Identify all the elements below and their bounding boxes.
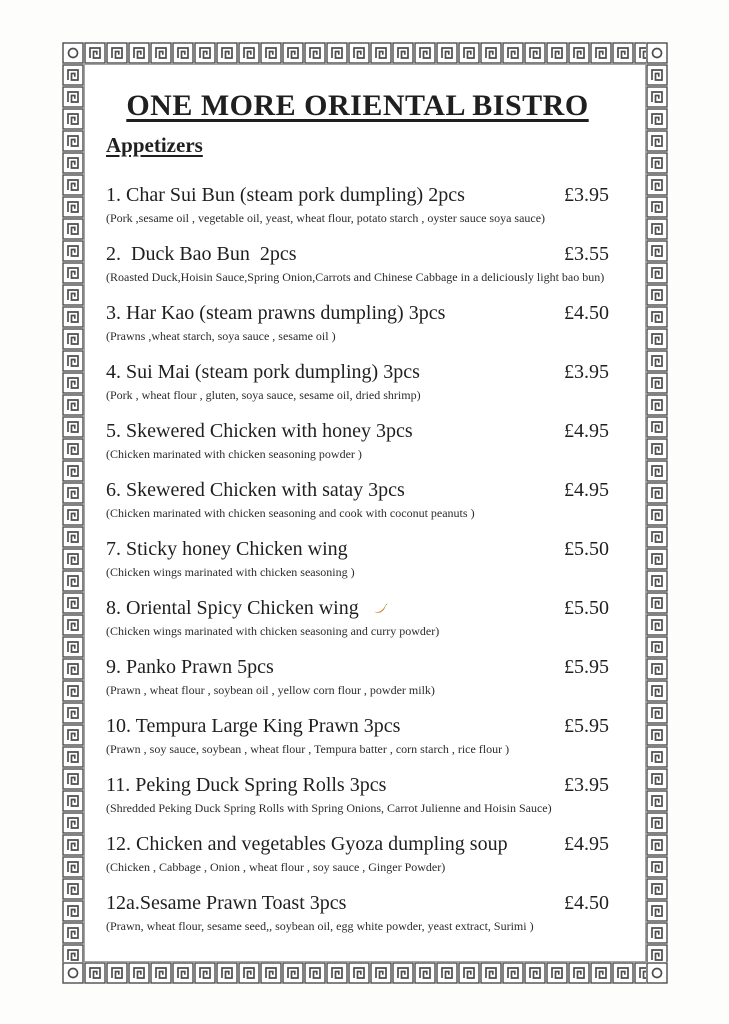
item-price: £3.95 [564, 184, 609, 206]
greek-key-tile-icon [646, 240, 668, 262]
greek-key-tile-icon [62, 284, 84, 306]
greek-key-tile-icon [172, 42, 194, 64]
greek-key-tile-icon [62, 350, 84, 372]
greek-key-tile-icon [646, 174, 668, 196]
item-ingredients: (Pork , wheat flour , gluten, soya sauce, sesame oil, dried shrimp) [106, 388, 421, 402]
greek-key-tile-icon [62, 680, 84, 702]
item-name: 3. Har Kao (steam prawns dumpling) 3pcs [106, 302, 446, 324]
greek-key-tile-icon [646, 482, 668, 504]
greek-key-tile-icon [646, 526, 668, 548]
border-strip-bottom [84, 962, 646, 984]
menu-item-row [106, 595, 609, 621]
greek-key-tile-icon [646, 878, 668, 900]
greek-key-tile-icon [106, 962, 128, 984]
greek-key-tile-icon [458, 962, 480, 984]
greek-key-tile-icon [502, 42, 524, 64]
item-name: 6. Skewered Chicken with satay 3pcs [106, 479, 405, 501]
greek-key-tile-icon [62, 108, 84, 130]
greek-key-tile-icon [524, 42, 546, 64]
greek-key-tile-icon [128, 42, 150, 64]
greek-key-tile-icon [646, 702, 668, 724]
item-name: 7. Sticky honey Chicken wing [106, 538, 348, 560]
greek-key-tile-icon [62, 240, 84, 262]
greek-key-tile-icon [84, 962, 106, 984]
greek-key-tile-icon [62, 636, 84, 658]
greek-key-tile-icon [62, 548, 84, 570]
item-name: 10. Tempura Large King Prawn 3pcs [106, 715, 401, 737]
greek-key-tile-icon [436, 42, 458, 64]
greek-key-tile-icon [646, 614, 668, 636]
greek-key-tile-icon [62, 328, 84, 350]
greek-key-tile-icon [646, 504, 668, 526]
greek-key-tile-icon [150, 42, 172, 64]
greek-key-tile-icon [304, 962, 326, 984]
greek-key-tile-icon [62, 878, 84, 900]
greek-key-tile-icon [172, 962, 194, 984]
item-ingredients: (Chicken , Cabbage , Onion , wheat flour , soy sauce , Ginger Powder) [106, 860, 446, 874]
restaurant-title: ONE MORE ORIENTAL BISTRO [126, 89, 589, 122]
greek-key-tile-icon [62, 614, 84, 636]
menu-item [106, 359, 609, 403]
greek-key-tile-icon [62, 856, 84, 878]
greek-key-corner-icon [646, 962, 668, 984]
menu-item [106, 536, 609, 580]
greek-key-tile-icon [62, 86, 84, 108]
greek-key-tile-icon [646, 592, 668, 614]
menu-content [84, 64, 646, 962]
greek-key-tile-icon [646, 834, 668, 856]
greek-key-tile-icon [62, 482, 84, 504]
greek-key-tile-icon [646, 86, 668, 108]
greek-key-corner-icon [62, 42, 84, 64]
item-price: £4.95 [564, 833, 609, 855]
greek-key-tile-icon [646, 152, 668, 174]
greek-key-tile-icon [646, 306, 668, 328]
greek-key-tile-icon [646, 372, 668, 394]
item-name: 12. Chicken and vegetables Gyoza dumpling soup [106, 833, 508, 855]
menu-item-row [106, 654, 609, 680]
menu-item [106, 595, 609, 639]
greek-key-tile-icon [646, 284, 668, 306]
greek-key-tile-icon [568, 42, 590, 64]
greek-key-tile-icon [646, 636, 668, 658]
greek-key-tile-icon [546, 42, 568, 64]
item-ingredients: (Shredded Peking Duck Spring Rolls with Spring Onions, Carrot Julienne and Hoisin Sauce) [106, 801, 552, 815]
border-strip-left [62, 64, 84, 962]
item-ingredients: (Pork ,sesame oil , vegetable oil, yeast, wheat flour, potato starch , oyster sauce soya sauce) [106, 211, 546, 225]
item-ingredients: (Chicken marinated with chicken seasoning powder ) [106, 447, 362, 461]
item-ingredients: (Prawns ,wheat starch, soya sauce , sesame oil ) [106, 329, 336, 343]
greek-key-corner-icon [646, 42, 668, 64]
item-name: 12a.Sesame Prawn Toast 3pcs [106, 892, 347, 914]
item-price: £5.95 [564, 715, 609, 737]
border-strip-top [84, 42, 646, 64]
greek-key-tile-icon [646, 680, 668, 702]
greek-key-tile-icon [436, 962, 458, 984]
greek-key-tile-icon [62, 218, 84, 240]
greek-key-tile-icon [62, 372, 84, 394]
menu-item [106, 831, 609, 875]
greek-key-tile-icon [62, 152, 84, 174]
item-ingredients: (Chicken wings marinated with chicken seasoning ) [106, 565, 355, 579]
greek-key-tile-icon [646, 856, 668, 878]
item-name: 5. Skewered Chicken with honey 3pcs [106, 420, 413, 442]
greek-key-tile-icon [106, 42, 128, 64]
item-name: 4. Sui Mai (steam pork dumpling) 3pcs [106, 361, 420, 383]
menu-item [106, 713, 609, 757]
greek-key-tile-icon [646, 900, 668, 922]
greek-key-tile-icon [62, 526, 84, 548]
greek-key-tile-icon [62, 658, 84, 680]
greek-key-tile-icon [84, 42, 106, 64]
greek-key-tile-icon [62, 306, 84, 328]
greek-key-tile-icon [480, 962, 502, 984]
greek-key-tile-icon [62, 570, 84, 592]
greek-key-tile-icon [238, 962, 260, 984]
greek-key-tile-icon [646, 108, 668, 130]
menu-item [106, 300, 609, 344]
item-price: £4.50 [564, 302, 609, 324]
greek-key-tile-icon [392, 962, 414, 984]
menu-item-row [106, 772, 609, 798]
greek-key-tile-icon [150, 962, 172, 984]
menu-item-row [106, 536, 609, 562]
greek-key-tile-icon [646, 812, 668, 834]
greek-key-border-frame [62, 42, 668, 984]
menu-item [106, 241, 609, 285]
greek-key-tile-icon [480, 42, 502, 64]
greek-key-tile-icon [414, 962, 436, 984]
greek-key-tile-icon [646, 548, 668, 570]
greek-key-tile-icon [62, 922, 84, 944]
border-strip-right [646, 64, 668, 962]
greek-key-tile-icon [62, 702, 84, 724]
greek-key-tile-icon [646, 570, 668, 592]
greek-key-tile-icon [62, 724, 84, 746]
greek-key-tile-icon [646, 394, 668, 416]
menu-items [106, 182, 609, 934]
greek-key-tile-icon [62, 196, 84, 218]
greek-key-tile-icon [568, 962, 590, 984]
menu-item-row [106, 241, 609, 267]
greek-key-tile-icon [646, 438, 668, 460]
greek-key-tile-icon [62, 130, 84, 152]
item-name: 2. Duck Bao Bun 2pcs [106, 243, 297, 265]
greek-key-corner-icon [62, 42, 84, 64]
greek-key-tile-icon [646, 262, 668, 284]
greek-key-corner-icon [646, 962, 668, 984]
greek-key-tile-icon [62, 174, 84, 196]
menu-item-row [106, 300, 609, 326]
greek-key-tile-icon [646, 658, 668, 680]
menu-item [106, 477, 609, 521]
greek-key-tile-icon [646, 130, 668, 152]
item-price: £5.95 [564, 656, 609, 678]
item-ingredients: (Prawn , soy sauce, soybean , wheat flour , Tempura batter , corn starch , rice flour ) [106, 742, 510, 756]
menu-item [106, 182, 609, 226]
greek-key-tile-icon [370, 962, 392, 984]
menu-item-row [106, 713, 609, 739]
greek-key-tile-icon [634, 42, 646, 64]
greek-key-tile-icon [524, 962, 546, 984]
greek-key-tile-icon [634, 962, 646, 984]
chili-icon [373, 602, 388, 615]
greek-key-tile-icon [590, 962, 612, 984]
section-heading-appetizers: Appetizers [106, 133, 203, 157]
greek-key-tile-icon [646, 944, 668, 962]
greek-key-tile-icon [502, 962, 524, 984]
greek-key-tile-icon [62, 438, 84, 460]
menu-item-row [106, 831, 609, 857]
greek-key-tile-icon [282, 42, 304, 64]
greek-key-tile-icon [282, 962, 304, 984]
greek-key-tile-icon [62, 592, 84, 614]
item-ingredients: (Prawn, wheat flour, sesame seed,, soybean oil, egg white powder, yeast extract, Surimi ) [106, 919, 534, 933]
greek-key-tile-icon [590, 42, 612, 64]
menu-item-row [106, 477, 609, 503]
greek-key-tile-icon [348, 42, 370, 64]
greek-key-tile-icon [646, 768, 668, 790]
greek-key-tile-icon [194, 42, 216, 64]
menu-item [106, 890, 609, 934]
item-price: £5.50 [564, 597, 609, 619]
item-ingredients: (Chicken wings marinated with chicken seasoning and curry powder) [106, 624, 440, 638]
greek-key-tile-icon [646, 460, 668, 482]
greek-key-tile-icon [238, 42, 260, 64]
greek-key-tile-icon [62, 944, 84, 962]
menu-item [106, 772, 609, 816]
menu-item [106, 418, 609, 462]
greek-key-tile-icon [612, 962, 634, 984]
greek-key-tile-icon [62, 768, 84, 790]
greek-key-tile-icon [370, 42, 392, 64]
greek-key-tile-icon [62, 262, 84, 284]
greek-key-tile-icon [216, 42, 238, 64]
greek-key-tile-icon [62, 460, 84, 482]
greek-key-tile-icon [260, 962, 282, 984]
greek-key-tile-icon [194, 962, 216, 984]
greek-key-corner-icon [62, 962, 84, 984]
greek-key-tile-icon [260, 42, 282, 64]
item-price: £4.95 [564, 479, 609, 501]
greek-key-tile-icon [646, 196, 668, 218]
item-price: £4.95 [564, 420, 609, 442]
greek-key-tile-icon [646, 218, 668, 240]
menu-item [106, 654, 609, 698]
greek-key-tile-icon [62, 834, 84, 856]
greek-key-tile-icon [646, 328, 668, 350]
item-price: £3.55 [564, 243, 609, 265]
greek-key-tile-icon [62, 394, 84, 416]
greek-key-tile-icon [62, 790, 84, 812]
item-price: £4.50 [564, 892, 609, 914]
greek-key-tile-icon [326, 962, 348, 984]
menu-item-row [106, 418, 609, 444]
greek-key-tile-icon [392, 42, 414, 64]
greek-key-tile-icon [612, 42, 634, 64]
greek-key-tile-icon [326, 42, 348, 64]
item-price: £3.95 [564, 361, 609, 383]
item-ingredients: (Prawn , wheat flour , soybean oil , yellow corn flour , powder milk) [106, 683, 435, 697]
menu-item-row [106, 182, 609, 208]
item-ingredients: (Chicken marinated with chicken seasoning and cook with coconut peanuts ) [106, 506, 475, 520]
greek-key-tile-icon [62, 64, 84, 86]
greek-key-tile-icon [128, 962, 150, 984]
greek-key-tile-icon [546, 962, 568, 984]
greek-key-tile-icon [62, 416, 84, 438]
item-name: 11. Peking Duck Spring Rolls 3pcs [106, 774, 387, 796]
greek-key-corner-icon [646, 42, 668, 64]
greek-key-tile-icon [62, 812, 84, 834]
greek-key-tile-icon [414, 42, 436, 64]
item-name: 9. Panko Prawn 5pcs [106, 656, 274, 678]
greek-key-tile-icon [348, 962, 370, 984]
item-price: £5.50 [564, 538, 609, 560]
item-price: £3.95 [564, 774, 609, 796]
item-name: 1. Char Sui Bun (steam pork dumpling) 2pcs [106, 184, 465, 206]
greek-key-tile-icon [646, 350, 668, 372]
greek-key-tile-icon [304, 42, 326, 64]
greek-key-tile-icon [646, 416, 668, 438]
item-ingredients: (Roasted Duck,Hoisin Sauce,Spring Onion,Carrots and Chinese Cabbage in a deliciously light bao bun) [106, 270, 605, 284]
greek-key-tile-icon [646, 922, 668, 944]
greek-key-tile-icon [646, 746, 668, 768]
greek-key-tile-icon [216, 962, 238, 984]
greek-key-tile-icon [646, 64, 668, 86]
menu-item-row [106, 359, 609, 385]
greek-key-tile-icon [62, 746, 84, 768]
greek-key-corner-icon [62, 962, 84, 984]
greek-key-tile-icon [62, 504, 84, 526]
menu-item-row [106, 890, 609, 916]
greek-key-tile-icon [62, 900, 84, 922]
greek-key-tile-icon [646, 724, 668, 746]
item-name: 8. Oriental Spicy Chicken wing [106, 597, 359, 619]
greek-key-tile-icon [646, 790, 668, 812]
greek-key-tile-icon [458, 42, 480, 64]
